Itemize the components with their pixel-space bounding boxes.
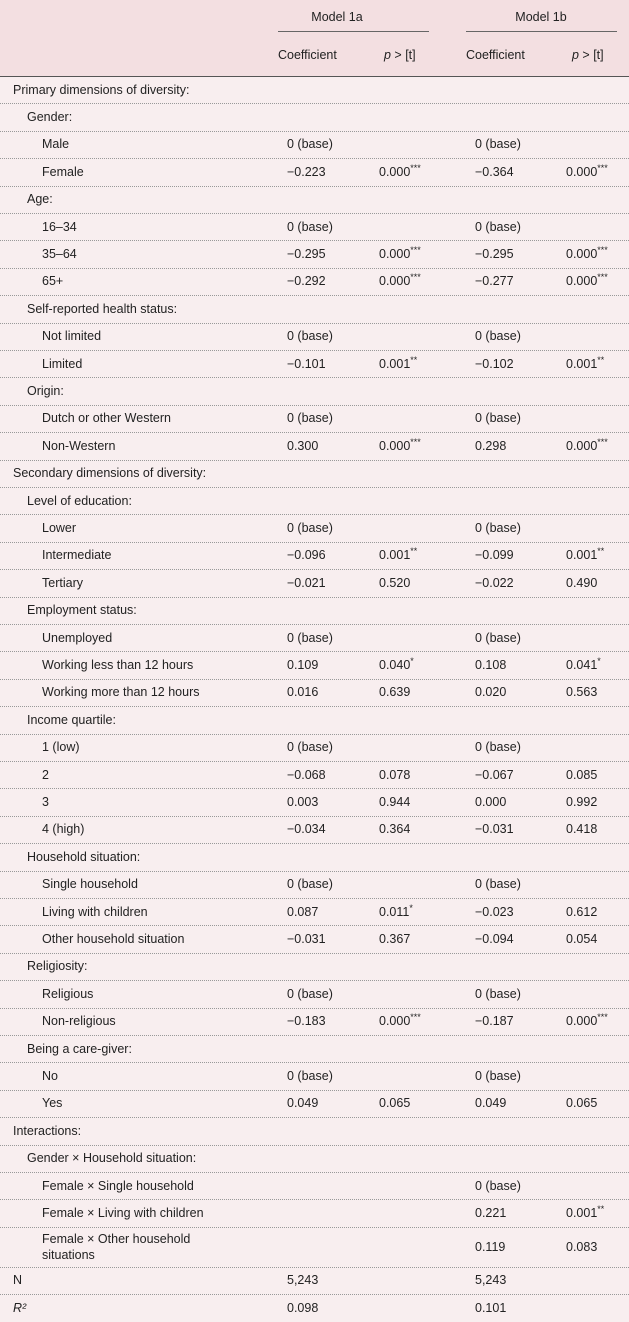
table-row [0,268,629,296]
cell-p-1a: 0.000*** [379,1012,421,1029]
cell-coef-1a: 0.016 [287,685,319,700]
cell-coef-1b: 0 (base) [475,1069,521,1084]
table-row [0,186,629,214]
table-row [0,240,629,268]
table-row [0,1008,629,1036]
row-label: Yes [42,1096,63,1111]
cell-p-1b: 0.001** [566,1203,605,1221]
table-row [0,432,629,460]
model-1a-label: Model 1a [311,10,363,24]
table-row [0,624,629,652]
cell-p-1a: 0.364 [379,822,411,837]
table-row [0,1145,629,1173]
table-row [0,76,629,104]
cell-coef-1a: −0.031 [287,932,326,947]
cell-p-1b: 0.418 [566,822,598,837]
row-label: Lower [42,521,77,536]
cell-coef-1a: 0 (base) [287,137,333,152]
table-row [0,103,629,131]
row-label: No [42,1069,58,1084]
cell-coef-1a: 0 (base) [287,877,333,892]
row-label: Single household [42,877,138,892]
row-label: Level of education: [27,493,132,508]
cell-coef-1a: 0.300 [287,438,319,453]
cell-coef-1a: −0.068 [287,767,326,782]
cell-coef-1b: 0 (base) [475,137,521,152]
cell-p-1b: 0.992 [566,795,598,810]
cell-coef-1b: −0.102 [475,356,514,371]
row-label: Female [42,164,84,179]
table-row [0,898,629,926]
cell-coef-1b: 0 (base) [475,877,521,892]
cell-p-1b: 0.001** [566,354,605,371]
row-label: Household situation: [27,849,141,864]
table-row [0,843,629,871]
table-row [0,953,629,981]
cell-coef-1b: 0.221 [475,1206,507,1221]
row-label: 3 [42,795,49,810]
table-row [0,405,629,433]
row-label: Non-Western [42,438,116,453]
row-label: 1 (low) [42,740,80,755]
row-label: Other household situation [42,932,185,947]
table-row [0,706,629,734]
cell-coef-1b: 0 (base) [475,986,521,1001]
cell-p-1b: 0.000*** [566,272,608,289]
row-label: Dutch or other Western [42,411,171,426]
cell-p-1b: 0.085 [566,767,598,782]
model-1a-rule [278,31,429,32]
row-label: Female × Other household situations [42,1231,191,1262]
cell-coef-1b: 0.000 [475,795,507,810]
row-label: N [13,1273,23,1288]
p-header-1b: p > [t] [572,48,604,62]
cell-coef-1a: 0.049 [287,1096,319,1111]
table-row [0,542,629,570]
row-label: 2 [42,767,49,782]
cell-coef-1b: 0 (base) [475,740,521,755]
row-label: Intermediate [42,548,112,563]
row-label: R² [13,1300,27,1315]
cell-p-1b: 0.083 [566,1239,598,1254]
cell-p-1b: 0.000*** [566,1012,608,1029]
table-row [0,734,629,762]
row-label: Working less than 12 hours [42,658,194,673]
cell-p-1b: 0.001** [566,546,605,563]
cell-coef-1b: −0.187 [475,1014,514,1029]
p-header-1a: p > [t] [384,48,416,62]
cell-coef-1b: 5,243 [475,1273,507,1288]
cell-p-1a: 0.040* [379,655,414,673]
coef-header-1b: Coefficient [466,48,525,62]
cell-p-1b: 0.000*** [566,244,608,262]
row-label: Gender: [27,110,73,125]
cell-p-1a: 0.000*** [379,436,421,453]
cell-p-1a: 0.001** [379,354,418,371]
cell-coef-1a: 0 (base) [287,630,333,645]
cell-coef-1b: −0.031 [475,822,514,837]
table-row [0,871,629,899]
table-row [0,1035,629,1063]
cell-coef-1a: 0 (base) [287,219,333,234]
row-label: 4 (high) [42,822,85,837]
row-label: Self-reported health status: [27,301,178,316]
cell-coef-1b: 0.119 [475,1239,506,1254]
cell-p-1a: 0.000*** [379,272,421,289]
row-label: Female × Living with children [42,1206,204,1221]
cell-coef-1b: 0 (base) [475,329,521,344]
cell-coef-1a: −0.183 [287,1014,326,1029]
cell-p-1b: 0.065 [566,1096,598,1111]
cell-coef-1a: 0 (base) [287,521,333,536]
table-row [0,1227,629,1268]
cell-coef-1b: 0 (base) [475,1178,521,1193]
table-row [0,679,629,707]
cell-coef-1b: −0.099 [475,548,514,563]
cell-coef-1a: 0.109 [287,658,319,673]
cell-coef-1a: 0 (base) [287,329,333,344]
cell-coef-1b: 0.101 [475,1300,507,1315]
cell-coef-1a: 5,243 [287,1273,319,1288]
cell-coef-1a: 0.098 [287,1300,319,1315]
cell-coef-1a: −0.096 [287,548,326,563]
coef-header-1a: Coefficient [278,48,337,62]
cell-coef-1a: −0.034 [287,822,326,837]
table-row [0,651,629,679]
table-row [0,460,629,488]
table-row [0,788,629,816]
table-row [0,1117,629,1145]
cell-coef-1a: 0.087 [287,904,319,919]
row-label: Living with children [42,904,148,919]
table-row [0,1267,629,1295]
row-label: Not limited [42,329,102,344]
cell-p-1b: 0.054 [566,932,598,947]
cell-coef-1a: 0.003 [287,795,319,810]
table-row [0,816,629,844]
table-row [0,323,629,351]
cell-p-1a: 0.078 [379,767,411,782]
table-row [0,131,629,159]
table-row [0,158,629,186]
cell-coef-1a: 0 (base) [287,411,333,426]
row-label: Male [42,137,70,152]
model-1b-rule [466,31,617,32]
table-row [0,1294,629,1321]
row-label: Income quartile: [27,712,116,727]
cell-p-1a: 0.000*** [379,244,421,262]
cell-coef-1b: −0.023 [475,904,514,919]
cell-p-1a: 0.001** [379,546,418,563]
table-row [0,377,629,405]
cell-p-1b: 0.563 [566,685,598,700]
table-row [0,761,629,789]
cell-p-1b: 0.000*** [566,436,608,453]
cell-coef-1a: 0 (base) [287,986,333,1001]
cell-coef-1a: −0.101 [287,356,326,371]
row-label: Interactions: [13,1123,82,1138]
cell-p-1a: 0.367 [379,932,411,947]
cell-p-1b: 0.612 [566,904,598,919]
row-label: Secondary dimensions of diversity: [13,466,207,481]
cell-coef-1b: 0 (base) [475,411,521,426]
row-label: Employment status: [27,603,137,618]
cell-coef-1a: −0.292 [287,274,326,289]
cell-coef-1a: −0.295 [287,247,326,262]
cell-coef-1b: 0.108 [475,658,507,673]
cell-coef-1b: 0.049 [475,1096,507,1111]
cell-coef-1a: −0.223 [287,164,326,179]
row-label: Limited [42,356,83,371]
table-row [0,1199,629,1227]
row-label: Non-religious [42,1014,116,1029]
table-header [0,0,629,77]
row-label: Origin: [27,384,64,399]
cell-coef-1a: 0 (base) [287,1069,333,1084]
table-row [0,597,629,625]
cell-p-1a: 0.011* [379,902,413,919]
cell-coef-1b: 0 (base) [475,630,521,645]
cell-coef-1b: −0.022 [475,575,514,590]
table-row [0,350,629,378]
cell-p-1b: 0.041* [566,655,601,673]
cell-p-1a: 0.520 [379,575,411,590]
cell-coef-1a: −0.021 [287,575,326,590]
table-row [0,980,629,1008]
row-label: Female × Single household [42,1178,194,1193]
table-row [0,213,629,241]
table-row [0,569,629,597]
cell-coef-1b: 0.298 [475,438,507,453]
table-row [0,1090,629,1118]
table-row [0,925,629,953]
cell-coef-1a: 0 (base) [287,740,333,755]
cell-coef-1b: 0.020 [475,685,507,700]
table-row [0,514,629,542]
row-label: 35–64 [42,247,77,262]
row-label: Working more than 12 hours [42,685,200,700]
row-label: 65+ [42,274,64,289]
cell-p-1b: 0.000*** [566,162,608,179]
model-1b-label: Model 1b [515,10,567,24]
row-label: Age: [27,192,53,207]
row-label: Primary dimensions of diversity: [13,82,190,97]
cell-coef-1b: −0.094 [475,932,514,947]
cell-p-1a: 0.065 [379,1096,411,1111]
row-label: Gender × Household situation: [27,1151,197,1166]
row-label: Religious [42,986,94,1001]
row-label: 16–34 [42,219,77,234]
row-label: Tertiary [42,575,83,590]
cell-coef-1b: −0.277 [475,274,514,289]
table-row [0,295,629,323]
row-label: Religiosity: [27,959,88,974]
cell-coef-1b: −0.295 [475,247,514,262]
cell-coef-1b: 0 (base) [475,521,521,536]
row-label: Unemployed [42,630,113,645]
cell-p-1a: 0.944 [379,795,411,810]
cell-coef-1b: −0.364 [475,164,514,179]
table-row [0,1172,629,1200]
cell-p-1b: 0.490 [566,575,598,590]
table-row [0,487,629,515]
table-row [0,1062,629,1090]
cell-p-1a: 0.000*** [379,162,421,179]
cell-coef-1b: 0 (base) [475,219,521,234]
cell-p-1a: 0.639 [379,685,411,700]
row-label: Being a care-giver: [27,1041,132,1056]
cell-coef-1b: −0.067 [475,767,514,782]
